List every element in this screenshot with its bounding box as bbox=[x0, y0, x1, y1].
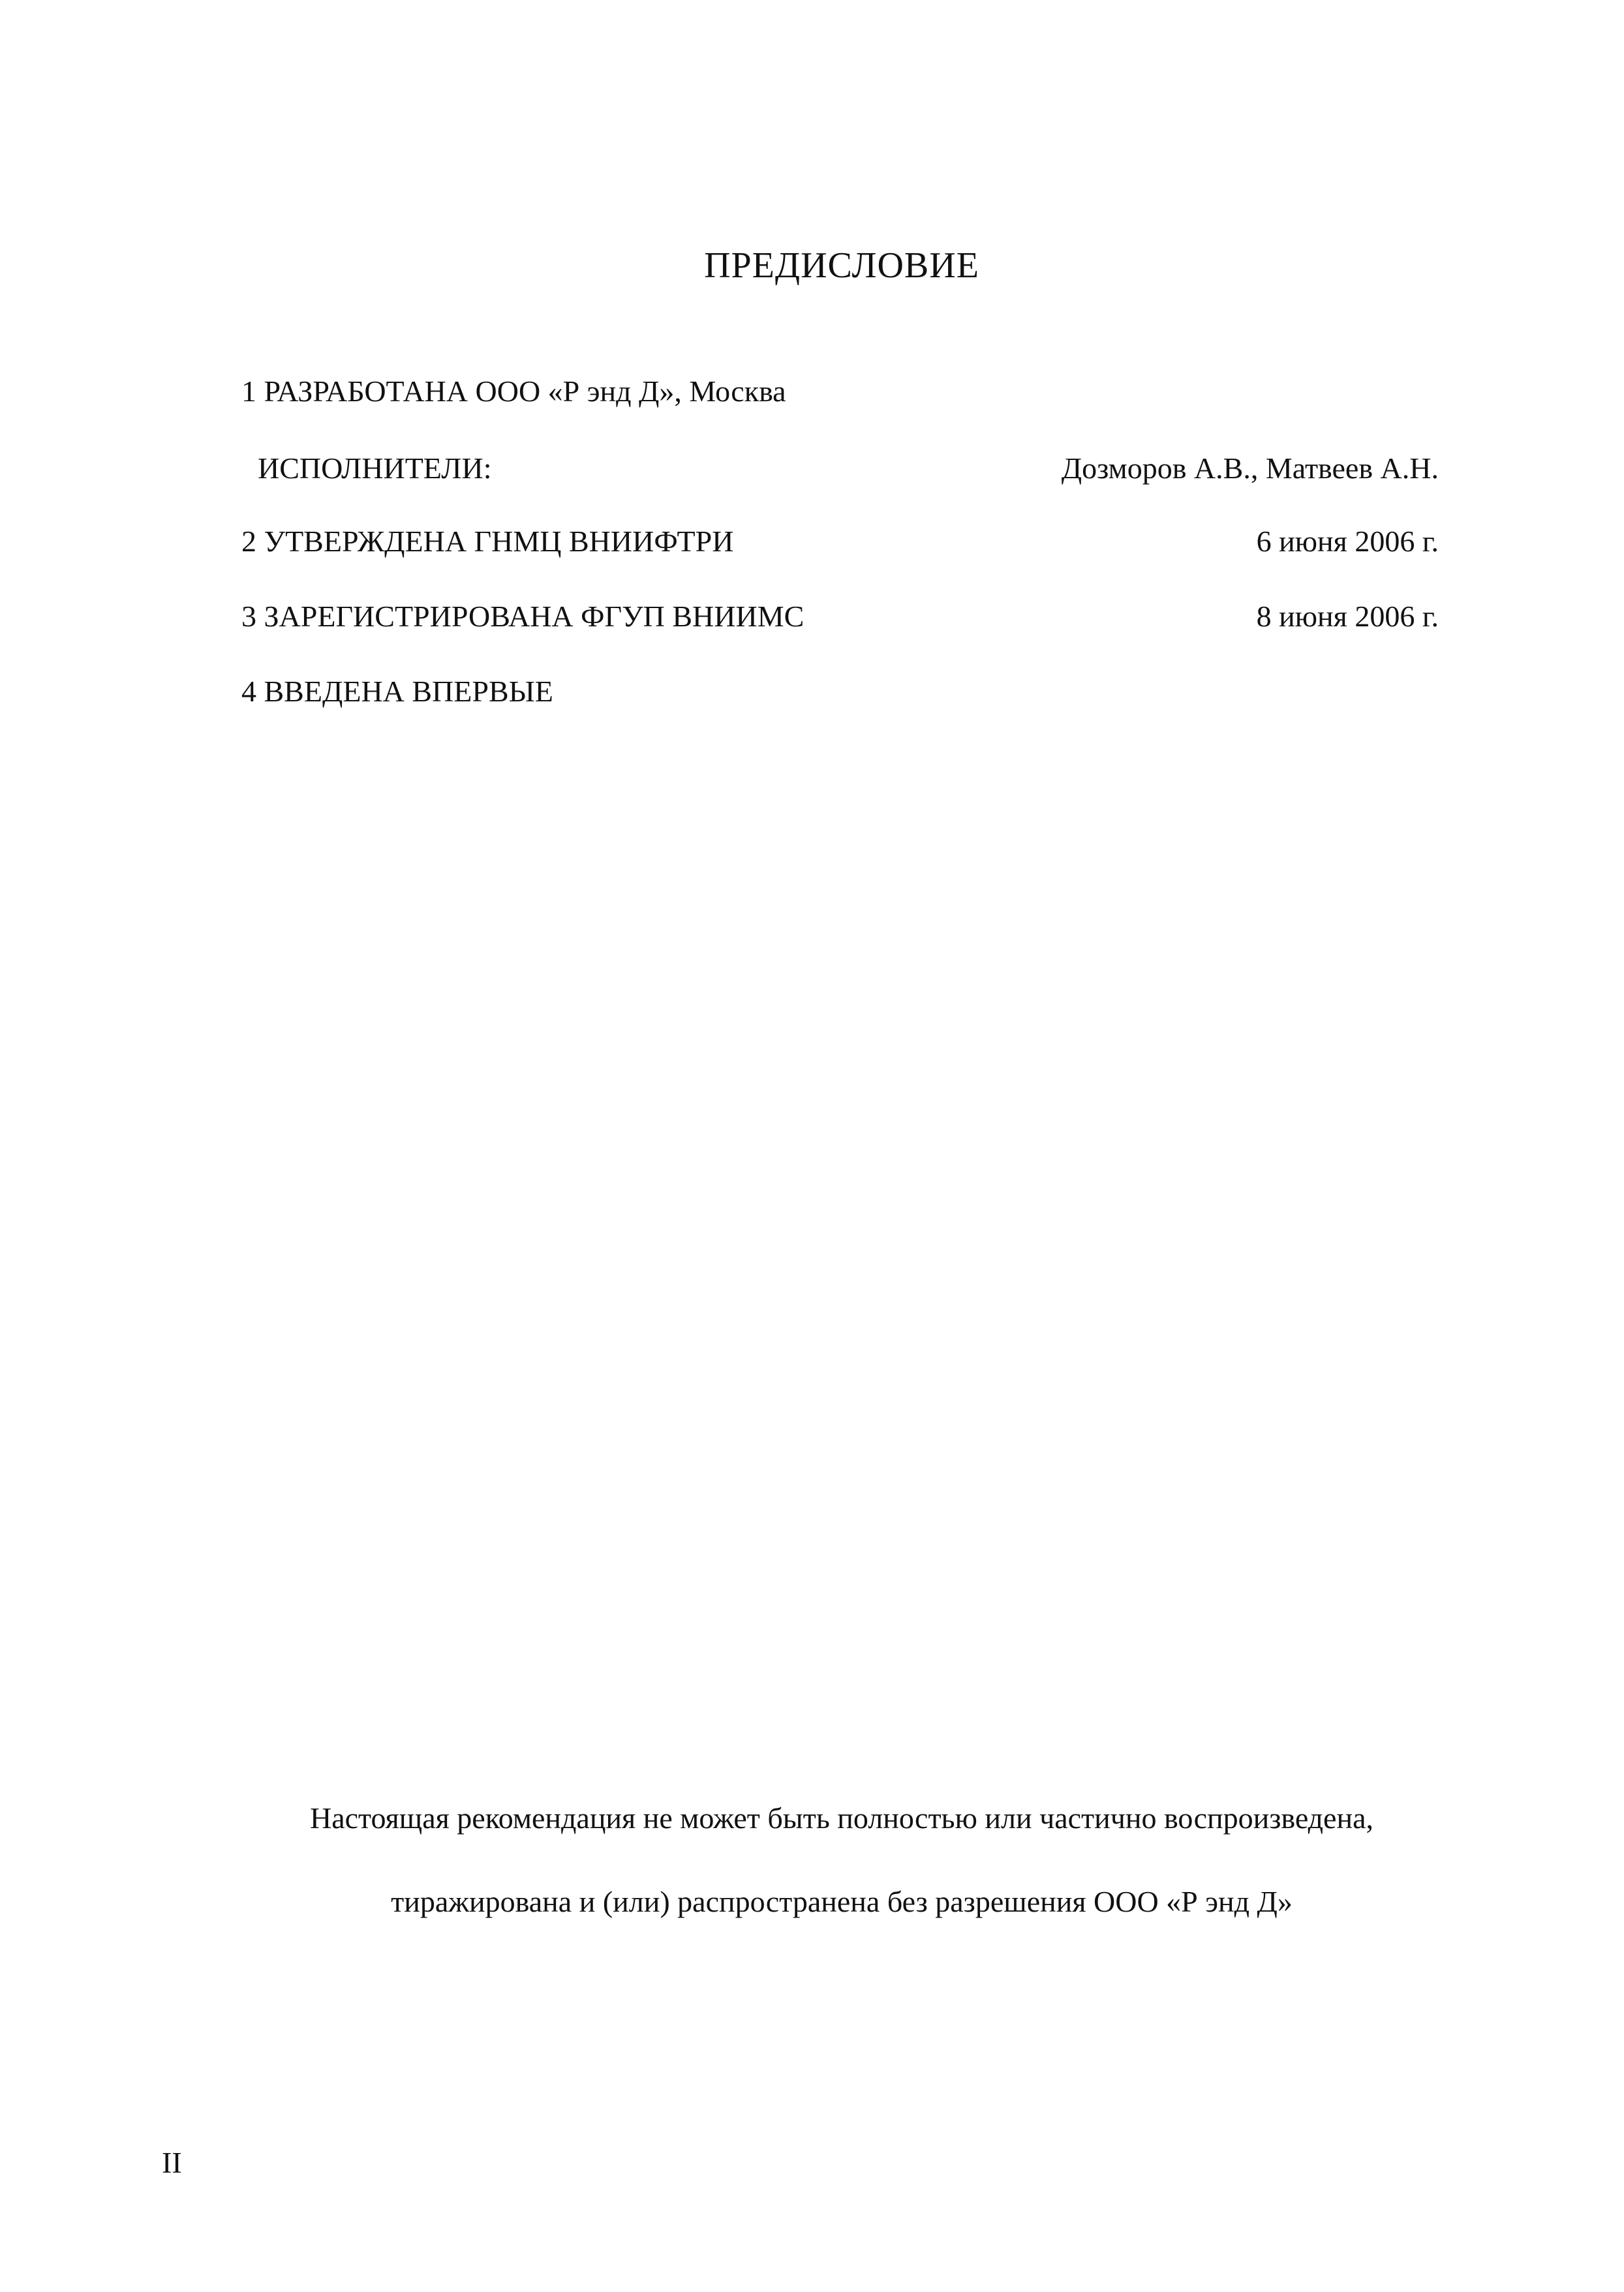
item-developed-text: 1 РАЗРАБОТАНА ООО «Р энд Д», Москва bbox=[241, 374, 786, 408]
copyright-notice-line-1: Настоящая рекомендация не может быть полностью или частично воспроизведена, bbox=[309, 1801, 1374, 1835]
page-title: ПРЕДИСЛОВИЕ bbox=[704, 245, 979, 286]
page-number: II bbox=[162, 2146, 182, 2179]
copyright-notice-line-2: тиражирована и (или) распространена без разрешения ООО «Р энд Д» bbox=[391, 1885, 1293, 1918]
item-introduced-text: 4 ВВЕДЕНА ВПЕРВЫЕ bbox=[241, 675, 553, 708]
item-registered-date: 8 июня 2006 г. bbox=[1256, 600, 1439, 633]
item-executors-names: Дозморов А.В., Матвеев А.Н. bbox=[1061, 451, 1439, 485]
item-approved-text: 2 УТВЕРЖДЕНА ГНМЦ ВНИИФТРИ bbox=[241, 525, 734, 558]
item-registered-text: 3 ЗАРЕГИСТРИРОВАНА ФГУП ВНИИМС bbox=[241, 600, 804, 633]
item-executors-label: ИСПОЛНИТЕЛИ: bbox=[258, 451, 492, 485]
item-approved-date: 6 июня 2006 г. bbox=[1256, 525, 1439, 558]
